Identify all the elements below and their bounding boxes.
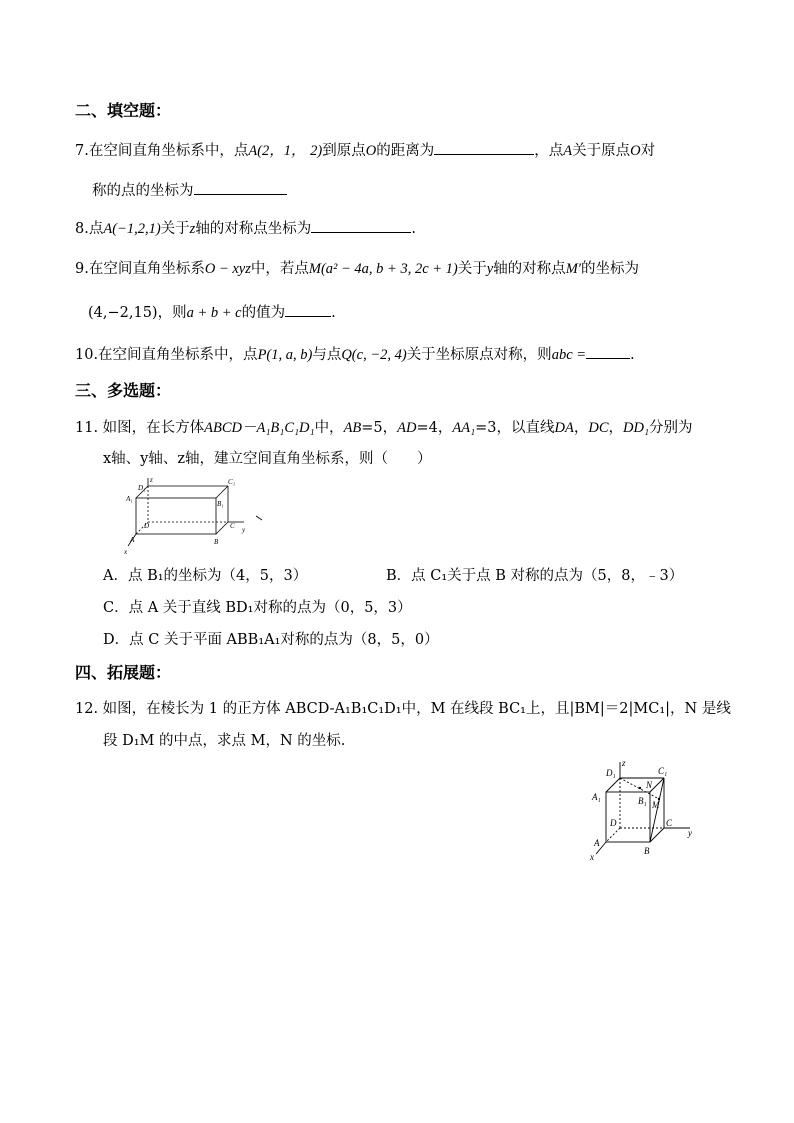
q11-box: ABCD－A₁B₁C₁D₁ xyxy=(204,420,315,436)
q8-text: 8.点 xyxy=(75,221,104,237)
q7-origin-2: O xyxy=(630,143,641,159)
segment-bc1 xyxy=(650,778,664,842)
q8-point: A(−1,2,1) xyxy=(103,221,161,237)
q9-text-d: 轴的对称点 xyxy=(493,261,566,277)
q9-text-2b: 的值为 xyxy=(241,305,286,321)
fig-label: z xyxy=(622,758,626,768)
section-title-ext: 四、拓展题： xyxy=(75,663,172,682)
edge xyxy=(650,778,664,792)
q9-text: 9.在空间直角坐标系 xyxy=(75,261,205,277)
fig-label: A xyxy=(594,838,600,848)
q11-text-e: =3，以直线 xyxy=(475,420,555,436)
q8-axis: z xyxy=(189,221,196,237)
question-12-line2: 段 D₁M 的中点，求点 M，N 的坐标. xyxy=(103,733,346,749)
q11-ab: AB xyxy=(343,420,362,436)
question-10 xyxy=(75,344,635,365)
q9-period: . xyxy=(331,305,336,321)
question-11-line1 xyxy=(75,418,693,438)
fig-label: D xyxy=(144,522,150,530)
q11-ad: AD xyxy=(397,420,417,436)
edge xyxy=(216,522,228,534)
q7-text: 7.在空间直角坐标系中，点 xyxy=(75,143,249,159)
q11-text-d: =4， xyxy=(416,420,453,436)
q8-period: . xyxy=(411,221,416,237)
q8-text-c: 轴的对称点坐标为 xyxy=(195,221,312,237)
question-8 xyxy=(75,218,416,239)
question-9-line1 xyxy=(75,259,639,279)
fig-label: C xyxy=(666,818,673,828)
q10-text: 10.在空间直角坐标系中，点 xyxy=(75,347,258,363)
answer-blank[interactable] xyxy=(311,218,411,233)
q9-expression: a + b + c xyxy=(186,305,242,321)
q11-text: 11. 如图，在长方体 xyxy=(75,420,205,436)
fig-label: y xyxy=(242,526,246,534)
fig-label: C₁ xyxy=(658,766,668,776)
edge xyxy=(650,828,664,842)
q11-text-h: 分别为 xyxy=(649,420,693,436)
question-7-line1 xyxy=(75,140,655,161)
q11-text-b: 中， xyxy=(314,420,344,436)
q10-text-b: 与点 xyxy=(312,347,342,363)
section-title-multi: 三、多选题： xyxy=(75,381,172,400)
fig-label: D₁ xyxy=(606,768,616,778)
question-11-line2: x轴、y轴、z轴，建立空间直角坐标系，则（ ） xyxy=(103,451,432,467)
fig-label: A₁ xyxy=(592,792,601,802)
fig-label: C₁ xyxy=(228,478,236,486)
q11-aa1: AA₁ xyxy=(452,420,476,436)
q11-sep: ， xyxy=(573,420,589,436)
option-b[interactable]: B．点 C₁关于点 B 对称的点为（5，8，﹣3） xyxy=(386,568,684,584)
q7-text-2: 称的点的坐标为 xyxy=(92,183,194,199)
fig-label: B xyxy=(214,538,219,546)
q7-text-f: 对 xyxy=(640,143,656,159)
fig-label: D₁ xyxy=(138,484,146,492)
q9-axis: y xyxy=(486,261,494,277)
question-12-line1: 12. 如图，在棱长为 1 的正方体 ABCD-A₁B₁C₁D₁中，M 在线段 BC₁上，且|BM|＝2|MC₁|，N 是线 xyxy=(75,701,731,717)
edge-hidden xyxy=(606,828,620,842)
fig-label: B₁ xyxy=(217,500,224,508)
fig-label: y xyxy=(688,828,692,838)
q10-text-c: 关于坐标原点对称，则 xyxy=(406,347,552,363)
answer-blank[interactable] xyxy=(194,180,287,195)
fig-label: B xyxy=(644,846,650,856)
q11-dc: DC xyxy=(588,420,609,436)
question-7-line2 xyxy=(92,180,287,201)
option-d[interactable]: D．点 C 关于平面 ABB₁A₁对称的点为（8，5，0） xyxy=(103,632,439,648)
fig-label: N xyxy=(646,780,653,790)
fig-label: x xyxy=(124,548,128,556)
q9-text-c: 关于 xyxy=(457,261,487,277)
cube-figure xyxy=(588,758,708,863)
fig-label: M xyxy=(652,800,660,810)
edge xyxy=(216,486,228,498)
q7-text-c: 的距离为 xyxy=(376,143,435,159)
section-title-fill: 二、填空题： xyxy=(75,101,172,120)
q7-point-end: 2) xyxy=(310,143,323,159)
q10-point-p: P(1, a, b) xyxy=(257,347,313,363)
q9-text-2: (4,−2,15)，则 xyxy=(88,305,187,321)
edge xyxy=(606,778,620,792)
q10-point-q: Q(c, −2, 4) xyxy=(341,347,407,363)
q11-text-c: =5， xyxy=(361,420,398,436)
fig-label: C xyxy=(230,522,235,530)
q7-text-b: 到原点 xyxy=(322,143,366,159)
answer-blank[interactable] xyxy=(285,302,331,317)
fig-label: A₁ xyxy=(126,495,133,503)
cuboid-figure xyxy=(116,476,266,556)
q10-period: . xyxy=(630,347,635,363)
q9-text-e: 的坐标为 xyxy=(580,261,639,277)
answer-blank[interactable] xyxy=(586,344,630,359)
q8-text-b: 关于 xyxy=(160,221,190,237)
q7-point: A(2，1， xyxy=(248,143,306,159)
q7-point-a: A xyxy=(563,143,573,159)
q7-text-e: 关于原点 xyxy=(572,143,631,159)
q9-text-b: 中，若点 xyxy=(250,261,309,277)
q11-dd1: DD₁ xyxy=(623,420,649,436)
question-9-line2 xyxy=(88,302,336,323)
q9-system: O − xyz xyxy=(204,261,251,277)
option-a[interactable]: A．点 B₁的坐标为（4，5，3） xyxy=(103,568,308,584)
point-n xyxy=(639,787,641,789)
answer-blank[interactable] xyxy=(434,140,534,155)
q11-sep-2: ， xyxy=(608,420,624,436)
stray-mark xyxy=(256,516,262,520)
q9-point-m-prime: M′ xyxy=(565,261,581,277)
fig-label: B₁ xyxy=(638,796,647,806)
fig-label: D xyxy=(610,818,617,828)
q7-origin: O xyxy=(365,143,377,159)
q9-point-m: M(a² − 4a, b + 3, 2c + 1) xyxy=(308,261,458,277)
q7-text-d: ，点 xyxy=(534,143,564,159)
option-c[interactable]: C．点 A 关于直线 BD₁对称的点为（0，5，3） xyxy=(103,600,412,616)
fig-label: z xyxy=(150,476,153,484)
q11-da: DA xyxy=(554,420,574,436)
fig-label: A xyxy=(130,536,135,544)
q10-abc: abc = xyxy=(551,347,587,363)
fig-label: x xyxy=(590,852,594,862)
